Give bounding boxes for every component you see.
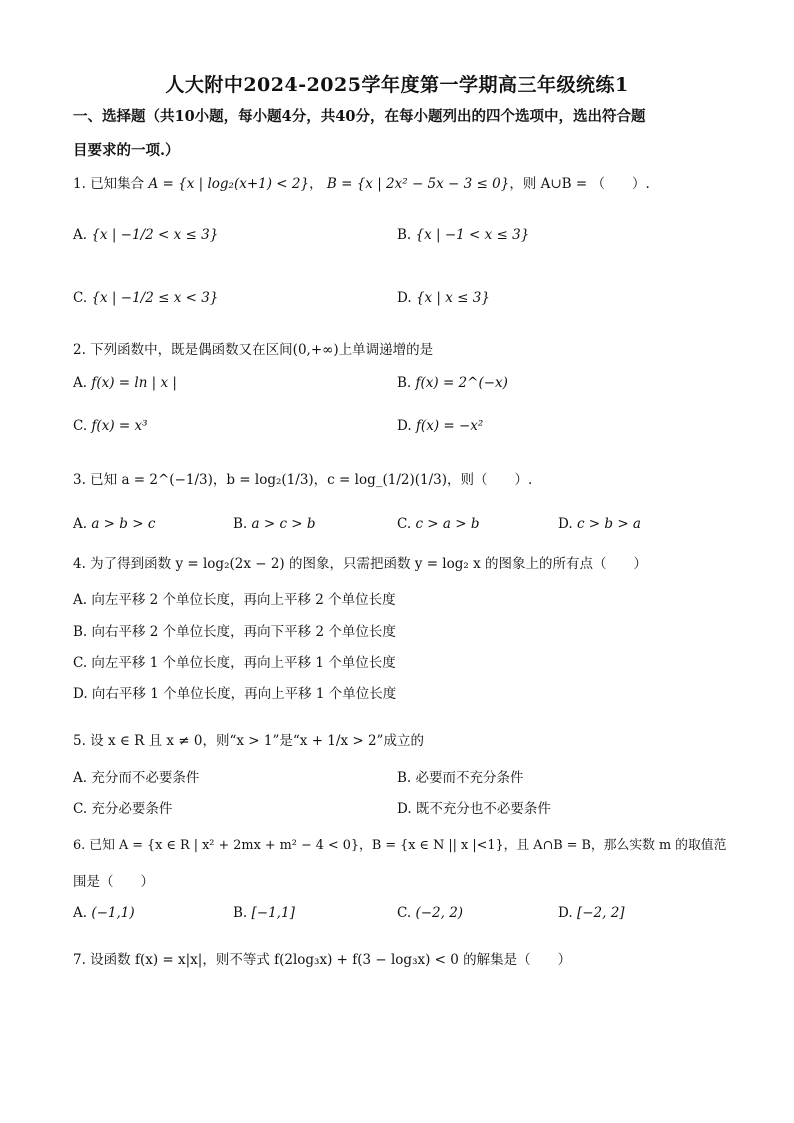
- q2-option-c: [73, 418, 148, 434]
- q2-option-d: [397, 418, 483, 434]
- q6-option-a-label: A.: [73, 905, 88, 921]
- q6-option-b: [233, 905, 295, 921]
- q1-option-a-label: A.: [73, 227, 88, 243]
- q2-option-b-text: f(x) = 2^(−x): [415, 375, 508, 391]
- section-heading-line2: 目要求的一项.）: [73, 142, 180, 159]
- q3-option-b-label: B.: [233, 516, 248, 532]
- q6-option-a: [73, 905, 135, 921]
- q2-option-c-label: C.: [73, 418, 88, 434]
- question-6-line2: 围是（ ）: [73, 874, 154, 890]
- q3-option-c-label: C.: [397, 516, 412, 532]
- q3-option-b: [233, 516, 316, 532]
- q3-option-d-label: D.: [558, 516, 573, 532]
- q3-option-a-label: A.: [73, 516, 88, 532]
- q1-pre: 已知集合: [90, 176, 145, 192]
- q3-option-a-text: a > b > c: [91, 516, 156, 532]
- q2-option-b-label: B.: [397, 375, 412, 391]
- q6-option-c-text: (−2, 2): [415, 905, 464, 921]
- q5-option-c: C. 充分必要条件: [73, 801, 173, 817]
- q1-option-b-label: B.: [397, 227, 412, 243]
- q6-option-c: [397, 905, 463, 921]
- q1-number: 1.: [73, 176, 86, 192]
- question-7: 7. 设函数 f(x) = x|x|，则不等式 f(2log₃x) + f(3 − log₃x) < 0 的解集是（ ）: [73, 952, 572, 968]
- q4-option-c: C. 向左平移 1 个单位长度，再向上平移 1 个单位长度: [73, 655, 396, 671]
- q1-option-d-label: D.: [397, 290, 412, 306]
- question-5: 5. 设 x ∈ R 且 x ≠ 0，则“x > 1”是“x + 1/x > 2”成立的: [73, 733, 424, 749]
- question-4: 4. 为了得到函数 y = log₂(2x − 2) 的图象，只需把函数 y = log₂ x 的图象上的所有点（ ）: [73, 556, 647, 572]
- q3-option-c: [397, 516, 479, 532]
- q1-option-c-text: {x | −1/2 ≤ x < 3}: [91, 290, 219, 306]
- q1-option-d-text: {x | x ≤ 3}: [415, 290, 490, 306]
- question-6-line1: 6. 已知 A = {x ∈ R | x² + 2mx + m² − 4 < 0}，B = {x ∈ N || x |<1}，且 A∩B = B，那么实数 m 的取值范: [73, 838, 727, 853]
- q4-option-a: A. 向左平移 2 个单位长度，再向上平移 2 个单位长度: [73, 592, 396, 608]
- q6-option-b-text: [−1,1]: [251, 905, 295, 921]
- question-3: 3. 已知 a = 2^(−1/3)，b = log₂(1/3)，c = log_(1/2)(1/3)，则（ ）.: [73, 472, 533, 488]
- q1-option-b-text: {x | −1 < x ≤ 3}: [415, 227, 530, 243]
- q1-option-d: [397, 290, 490, 306]
- q1-option-b: [397, 227, 529, 243]
- q1-option-a-text: {x | −1/2 < x ≤ 3}: [91, 227, 219, 243]
- q6-option-d-label: D.: [558, 905, 573, 921]
- q1-option-c-label: C.: [73, 290, 88, 306]
- q3-option-a: [73, 516, 155, 532]
- question-1: 1. 已知集合 A = {x | log₂(x+1) < 2}， B = {x | 2x² − 5x − 3 ≤ 0}，则 A∪B = （ ）.: [73, 176, 650, 192]
- q3-option-d-text: c > b > a: [576, 516, 641, 532]
- q6-option-d-text: [−2, 2]: [576, 905, 625, 921]
- q1-post: ，则 A∪B = （ ）.: [509, 176, 650, 192]
- q3-option-d: [558, 516, 641, 532]
- q1-option-a: [73, 227, 218, 243]
- question-2: 2. 下列函数中，既是偶函数又在区间(0,+∞)上单调递增的是: [73, 342, 434, 358]
- q2-option-d-text: f(x) = −x²: [415, 418, 484, 434]
- q2-option-b: [397, 375, 508, 391]
- section-heading: [73, 100, 723, 168]
- q5-option-a: A. 充分而不必要条件: [73, 770, 200, 786]
- q5-option-d: D. 既不充分也不必要条件: [397, 801, 551, 817]
- q1-option-c: [73, 290, 218, 306]
- q4-option-b: B. 向右平移 2 个单位长度，再向下平移 2 个单位长度: [73, 624, 396, 640]
- q2-option-a-text: f(x) = ln | x |: [91, 375, 177, 391]
- q2-option-c-text: f(x) = x³: [91, 418, 148, 434]
- q1-set-b: B = {x | 2x² − 5x − 3 ≤ 0}: [326, 176, 510, 192]
- section-heading-line1: 一、选择题（共10小题，每小题4分，共40分，在每小题列出的四个选项中，选出符合题: [73, 108, 646, 125]
- q2-option-a-label: A.: [73, 375, 88, 391]
- q3-option-b-text: a > c > b: [251, 516, 316, 532]
- page-title: 人大附中2024-2025学年度第一学期高三年级统练1: [165, 74, 629, 96]
- q6-option-c-label: C.: [397, 905, 412, 921]
- q6-option-a-text: (−1,1): [91, 905, 135, 921]
- q2-option-a: [73, 375, 177, 391]
- q4-option-d: D. 向右平移 1 个单位长度，再向上平移 1 个单位长度: [73, 686, 397, 702]
- q5-option-b: B. 必要而不充分条件: [397, 770, 524, 786]
- q3-option-c-text: c > a > b: [415, 516, 480, 532]
- q1-set-a: A = {x | log₂(x+1) < 2}: [148, 176, 310, 192]
- q6-option-d: [558, 905, 625, 921]
- q6-option-b-label: B.: [233, 905, 248, 921]
- q2-option-d-label: D.: [397, 418, 412, 434]
